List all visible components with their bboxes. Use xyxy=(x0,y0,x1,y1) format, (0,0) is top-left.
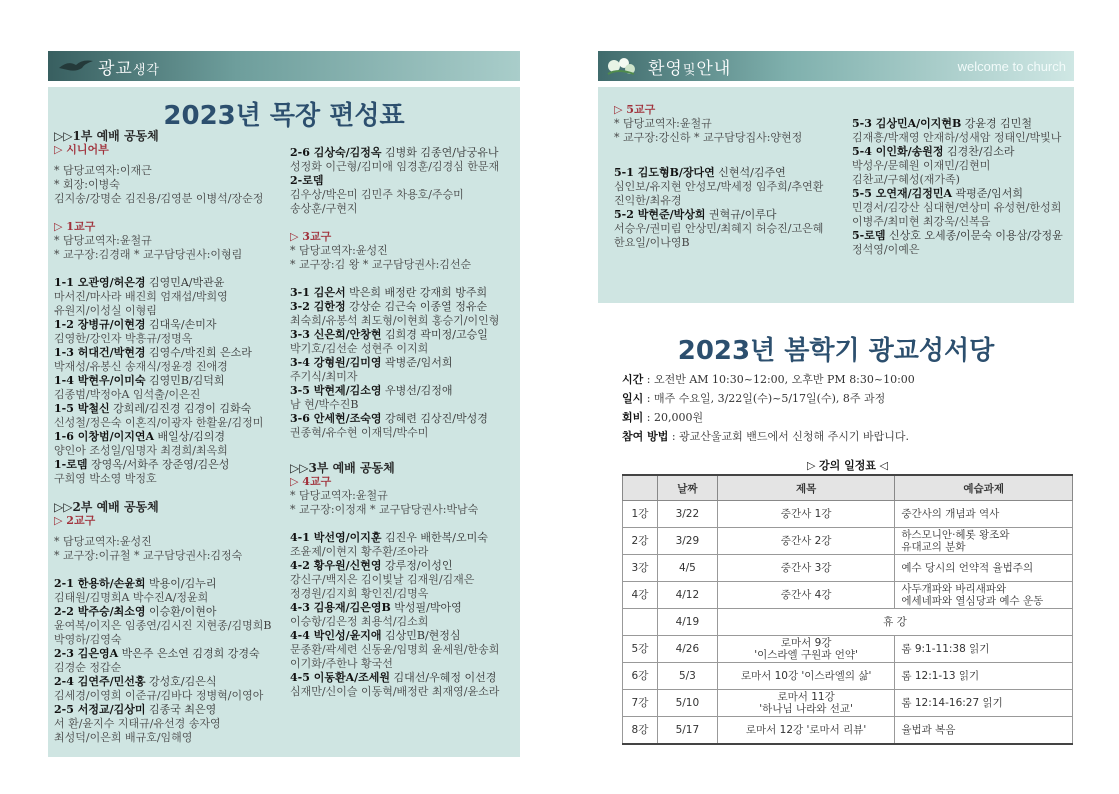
section-heading: ▷▷2부 예배 공동체 xyxy=(54,500,159,514)
info-line xyxy=(622,370,915,389)
group-leader: 5-로뎀 xyxy=(852,229,886,242)
roster-line: * 담당교역자:윤성진 xyxy=(290,244,388,257)
group-leader: 4-2 황우원/신현영 xyxy=(290,559,382,572)
group-leader: 3-4 강형원/김미영 xyxy=(290,356,382,369)
roster-line: * 회장:이병숙 xyxy=(54,178,120,191)
roster-line: 김지송/강명순 김진용/김영분 이병석/장순정 xyxy=(54,192,264,205)
roster-line: 김태원/김명희A 박수진A/정윤희 xyxy=(54,591,209,604)
lecture-homework: 중간사의 개념과 역사 xyxy=(895,501,1073,528)
group-leader: 4-5 이동환A/조세원 xyxy=(290,671,391,684)
group-leader: 2-2 박주승/최소영 xyxy=(54,605,146,618)
info-key: 시간 xyxy=(622,373,644,386)
group-leader: 5-3 김상민A/이지현B xyxy=(852,117,962,130)
header-title: 광교생각 xyxy=(98,58,160,79)
roster-line: 남 현/박수진B xyxy=(290,398,359,411)
group-leader: 3-5 박현제/김소영 xyxy=(290,384,382,397)
group-entry xyxy=(54,577,271,591)
group-leader: 1-6 이창범/이지연A xyxy=(54,430,155,443)
info-key: 회비 xyxy=(622,411,644,424)
group-entry xyxy=(290,328,499,342)
group-entry xyxy=(54,703,271,717)
group-leader: 5-5 오연재/김정민A xyxy=(852,187,953,200)
info-value: : 광교산울교회 밴드에서 신청해 주시기 바랍니다. xyxy=(668,430,910,443)
group-members: 김병화 김종연/남궁유나 xyxy=(381,146,499,159)
table-row xyxy=(623,663,1073,690)
roster-line: 신성철/정은숙 이혼직/이광자 한활윤/김정미 xyxy=(54,416,264,429)
group-entry xyxy=(54,430,271,444)
group-members: 우병선/김정애 xyxy=(381,384,453,397)
group-entry xyxy=(290,286,499,300)
spacer xyxy=(54,486,271,500)
roster-line: 김찬교/구혜성(재가족) xyxy=(852,173,960,186)
group-leader: 4-1 박선영/이지훈 xyxy=(290,531,382,544)
table-row xyxy=(623,528,1073,555)
group-entry xyxy=(290,356,499,370)
group-members: 박성필/박아영 xyxy=(390,601,462,614)
roster-column-2 xyxy=(290,146,499,699)
group-members: 김영민A/박관윤 xyxy=(145,276,225,289)
group-leader: 4-3 김용재/김은영B xyxy=(290,601,391,614)
group-entry xyxy=(54,318,271,332)
group-members: 강성호/김은식 xyxy=(145,675,217,688)
lecture-date: 4/19 xyxy=(657,609,717,636)
lecture-title: 중간사 2강 xyxy=(717,528,895,555)
roster-line: 박영하/김영숙 xyxy=(54,633,122,646)
group-members: 곽평준/임서희 xyxy=(952,187,1023,200)
roster-line: 최숙희/유봉석 최도형/이현희 홍승기/이인형 xyxy=(290,314,500,327)
column-header: 날짜 xyxy=(657,475,717,501)
lecture-number: 8강 xyxy=(623,717,658,745)
group-members: 김대선/우혜정 이선경 xyxy=(390,671,497,684)
seminar-info xyxy=(622,370,915,446)
roster-line: * 담당교역자:이재근 xyxy=(54,164,152,177)
roster-line: 김종범/박정아A 임석출/이은진 xyxy=(54,388,201,401)
lecture-number: 7강 xyxy=(623,690,658,717)
group-leader: 2-4 김연주/민선홍 xyxy=(54,675,146,688)
group-entry xyxy=(290,601,499,615)
roster-line: 서 환/윤지수 지태규/유선경 송자영 xyxy=(54,717,221,730)
lecture-number: 1강 xyxy=(623,501,658,528)
page-title: 2023년 목장 편성표 xyxy=(163,101,405,131)
table-row xyxy=(623,555,1073,582)
roster-line: 주기식/최미자 xyxy=(290,370,358,383)
info-value: : 매주 수요일, 3/22일(수)~5/17일(수), 8주 과정 xyxy=(643,392,886,405)
group-members: 김경찬/김소라 xyxy=(943,145,1015,158)
group-leader: 3-2 김한정 xyxy=(290,300,346,313)
roster-line: 유원지/이성실 이형림 xyxy=(54,304,157,317)
lecture-number: 5강 xyxy=(623,636,658,663)
roster-line: 박재성/유봉신 송재식/정윤경 진애경 xyxy=(54,360,228,373)
lecture-homework: 사두개파와 바리새파와 에세네파와 열심당과 예수 운동 xyxy=(895,582,1073,609)
spacer xyxy=(614,159,823,166)
group-members: 강윤경 김민철 xyxy=(961,117,1033,130)
roster-line: * 담당교역자:윤철규 xyxy=(614,117,712,130)
lecture-homework: 예수 당시의 언약적 율법주의 xyxy=(895,555,1073,582)
group-members: 박은주 은소연 김경희 강경숙 xyxy=(118,647,260,660)
roster-column-4 xyxy=(852,117,1063,257)
roster-line: 권종혁/유수현 이재덕/박수미 xyxy=(290,426,429,439)
section-header-left xyxy=(48,51,520,81)
group-members: 강상순 김근숙 이종열 정유순 xyxy=(345,300,488,313)
roster-line: 구희영 박소영 박정호 xyxy=(54,472,157,485)
roster-line: * 교구장:이규철 * 교구담당권사:김정숙 xyxy=(54,549,243,562)
district-heading: ▷ 시니어부 xyxy=(54,143,109,156)
group-leader: 2-6 김상숙/김정옥 xyxy=(290,146,382,159)
bird-icon xyxy=(58,58,94,74)
roster-line: 정경원/김지희 황인진/김명옥 xyxy=(290,587,429,600)
spacer xyxy=(290,454,499,461)
group-members: 곽병준/임서희 xyxy=(381,356,453,369)
lecture-homework: 롬 12:14-16:27 읽기 xyxy=(895,690,1073,717)
group-entry xyxy=(290,629,499,643)
group-members: 박용이/김누리 xyxy=(145,577,217,590)
group-entry xyxy=(290,174,499,188)
district-heading: ▷ 3교구 xyxy=(290,230,332,243)
roster-line: 최성덕/이은희 배규호/임해영 xyxy=(54,731,193,744)
group-entry xyxy=(852,187,1063,201)
lecture-date: 4/12 xyxy=(657,582,717,609)
group-leader: 3-6 안세현/조숙영 xyxy=(290,412,382,425)
roster-line: 조윤제/이현지 황주환/조아라 xyxy=(290,545,429,558)
group-entry xyxy=(54,402,271,416)
roster-line: * 교구장:김경래 * 교구담당권사:이형림 xyxy=(54,248,243,261)
group-entry xyxy=(290,531,499,545)
roster-line: 김재흥/박재영 안재하/성새암 정태인/박빛나 xyxy=(852,131,1062,144)
spacer xyxy=(54,262,271,276)
roster-line: * 담당교역자:윤철규 xyxy=(54,234,152,247)
district-heading: ▷ 4교구 xyxy=(290,475,332,488)
group-leader: 5-2 박현준/박상희 xyxy=(614,208,706,221)
section-heading: ▷▷3부 예배 공동체 xyxy=(290,461,395,475)
lecture-homework: 롬 12:1-13 읽기 xyxy=(895,663,1073,690)
spacer xyxy=(54,563,271,577)
lecture-date: 5/17 xyxy=(657,717,717,745)
info-key: 일시 xyxy=(622,392,644,405)
group-leader: 4-4 박인성/윤지애 xyxy=(290,629,382,642)
lecture-date: 5/10 xyxy=(657,690,717,717)
group-entry xyxy=(290,412,499,426)
seminar-title: 2023년 봄학기 광교성서당 xyxy=(677,336,995,366)
group-members: 권혁규/이루다 xyxy=(705,208,777,221)
group-entry xyxy=(290,559,499,573)
spacer xyxy=(54,206,271,220)
group-members: 장영옥/서화주 장준영/김은성 xyxy=(87,458,230,471)
roster-line: 진익한/최유경 xyxy=(614,194,682,207)
spacer xyxy=(290,272,499,286)
group-entry xyxy=(54,605,271,619)
roster-line: 이승항/김은정 최용석/김소희 xyxy=(290,615,429,628)
group-members: 김영수/박진희 은소라 xyxy=(145,346,252,359)
roster-line: 문종환/곽세련 신동윤/임명희 윤세원/한송희 xyxy=(290,643,500,656)
lecture-break: 휴 강 xyxy=(717,609,1072,636)
group-leader: 3-3 신은희/안창현 xyxy=(290,328,382,341)
group-entry xyxy=(614,166,823,180)
group-entry xyxy=(290,146,499,160)
group-members: 김상민B/현정심 xyxy=(381,629,461,642)
roster-line: 이병주/최미현 최강욱/신복음 xyxy=(852,215,991,228)
district-heading: ▷ 2교구 xyxy=(54,514,96,527)
info-value: : 20,000원 xyxy=(643,411,704,424)
lecture-date: 4/5 xyxy=(657,555,717,582)
table-row xyxy=(623,582,1073,609)
group-leader: 3-1 김은서 xyxy=(290,286,346,299)
group-entry xyxy=(54,276,271,290)
group-members: 강희레/김진경 김경이 김화숙 xyxy=(109,402,252,415)
group-leader: 1-1 오관영/허은경 xyxy=(54,276,146,289)
lecture-homework: 율법과 복음 xyxy=(895,717,1073,745)
lecture-title: 로마서 10강 '이스라엘의 삶' xyxy=(717,663,895,690)
lecture-title: 중간사 4강 xyxy=(717,582,895,609)
group-members: 박은희 배정란 강재희 방주희 xyxy=(345,286,488,299)
lecture-number: 4강 xyxy=(623,582,658,609)
group-entry xyxy=(54,458,271,472)
roster-line: 서승우/권미림 안상민/최혜지 허승진/고은혜 xyxy=(614,222,824,235)
group-leader: 1-5 박철신 xyxy=(54,402,110,415)
roster-line: * 교구장:강신하 * 교구담당집사:양현정 xyxy=(614,131,803,144)
spacer xyxy=(290,440,499,454)
lecture-homework: 하스모니안·헤롯 왕조와 유대교의 분화 xyxy=(895,528,1073,555)
group-leader: 5-4 이인화/송원정 xyxy=(852,145,944,158)
schedule-table xyxy=(622,474,1073,745)
group-leader: 1-4 박현우/이미숙 xyxy=(54,374,146,387)
lecture-title: 로마서 11강 '하나님 나라와 선교' xyxy=(717,690,895,717)
column-header: 예습과제 xyxy=(895,475,1073,501)
roster-line: 심재만/신이슬 이동혁/배정란 최재영/윤소라 xyxy=(290,685,500,698)
group-entry xyxy=(54,675,271,689)
group-leader: 2-로뎀 xyxy=(290,174,324,187)
group-members: 강루정/이성인 xyxy=(381,559,453,572)
group-entry xyxy=(852,229,1063,243)
lecture-number: 6강 xyxy=(623,663,658,690)
spacer xyxy=(614,145,823,159)
roster-line: 정석영/이예은 xyxy=(852,243,920,256)
group-entry xyxy=(54,647,271,661)
roster-column-3 xyxy=(614,103,823,250)
group-members: 강혜련 김상진/박성경 xyxy=(381,412,488,425)
lecture-number: 3강 xyxy=(623,555,658,582)
group-entry xyxy=(290,671,499,685)
info-line xyxy=(622,408,915,427)
group-members: 신현석/김주연 xyxy=(714,166,786,179)
table-row xyxy=(623,636,1073,663)
lecture-date: 5/3 xyxy=(657,663,717,690)
spacer xyxy=(290,517,499,531)
lecture-number: 2강 xyxy=(623,528,658,555)
roster-line: 강신구/백지은 김이빛날 김재원/김재은 xyxy=(290,573,475,586)
roster-line: 김영한/강인자 박흥규/정명옥 xyxy=(54,332,193,345)
spacer xyxy=(54,528,271,535)
info-value: : 오전반 AM 10:30~12:00, 오후반 PM 8:30~10:00 xyxy=(643,373,915,386)
lecture-date: 3/22 xyxy=(657,501,717,528)
group-leader: 1-3 허대건/박현경 xyxy=(54,346,146,359)
roster-line: 양인아 조성일/임명자 최경희/최옥희 xyxy=(54,444,228,457)
table-row xyxy=(623,717,1073,745)
roster-line: 한요일/이나영B xyxy=(614,236,690,249)
group-entry xyxy=(54,346,271,360)
info-line xyxy=(622,389,915,408)
roster-line: 이기화/주한나 황국선 xyxy=(290,657,393,670)
district-heading: ▷ 1교구 xyxy=(54,220,96,233)
roster-line: 김세경/이영희 이준규/김바다 정병혁/이영아 xyxy=(54,689,264,702)
group-leader: 2-5 서정교/김상미 xyxy=(54,703,146,716)
group-members: 김영민B/김덕희 xyxy=(145,374,225,387)
lecture-homework: 롬 9:1-11:38 읽기 xyxy=(895,636,1073,663)
roster-line: * 교구장:김 왕 * 교구담당권사:김선순 xyxy=(290,258,472,271)
header-title: 환영및안내 xyxy=(648,58,732,79)
roster-line: 마서진/마사라 배진희 엄재섭/박희영 xyxy=(54,290,228,303)
section-heading: ▷▷1부 예배 공동체 xyxy=(54,129,159,143)
info-key: 참여 방법 xyxy=(622,430,669,443)
group-leader: 1-로뎀 xyxy=(54,458,88,471)
table-row xyxy=(623,501,1073,528)
group-members: 김진우 배한복/오미숙 xyxy=(381,531,488,544)
roster-line: 심인보/유지현 안성모/박세정 임주희/추연환 xyxy=(614,180,824,193)
roster-line: 민경서/김강산 심대현/연상미 유성현/한성희 xyxy=(852,201,1062,214)
lecture-title: 로마서 12강 '로마서 리뷰' xyxy=(717,717,895,745)
group-leader: 1-2 장병규/이현경 xyxy=(54,318,146,331)
spacer xyxy=(54,157,271,164)
roster-line: 윤여복/이지은 임종연/김시진 지현종/김명희B xyxy=(54,619,272,632)
section-header-right xyxy=(598,51,1074,81)
group-entry xyxy=(852,145,1063,159)
group-entry xyxy=(290,300,499,314)
group-leader: 2-1 한용하/손윤희 xyxy=(54,577,146,590)
roster-line: * 담당교역자:윤성진 xyxy=(54,535,152,548)
group-leader: 5-1 김도형B/장다연 xyxy=(614,166,715,179)
lecture-title: 중간사 1강 xyxy=(717,501,895,528)
roster-column-1 xyxy=(54,129,271,745)
roster-line: * 교구장:이정재 * 교구담당권사:박남숙 xyxy=(290,503,479,516)
column-header xyxy=(623,475,658,501)
flower-icon xyxy=(604,54,640,78)
group-leader: 2-3 김은영A xyxy=(54,647,119,660)
lecture-date: 4/26 xyxy=(657,636,717,663)
welcome-text: welcome to church xyxy=(957,59,1066,74)
group-members: 이승환/이현아 xyxy=(145,605,217,618)
group-entry xyxy=(614,208,823,222)
table-row xyxy=(623,690,1073,717)
district-heading: ▷ 5교구 xyxy=(614,103,656,116)
group-entry xyxy=(290,384,499,398)
table-row xyxy=(623,609,1073,636)
info-line xyxy=(622,427,915,446)
spacer xyxy=(290,216,499,230)
group-members: 김희경 곽미정/고승일 xyxy=(381,328,488,341)
roster-line: 박기호/김선순 성현주 이지희 xyxy=(290,342,429,355)
lecture-number xyxy=(623,609,658,636)
group-entry xyxy=(54,374,271,388)
lecture-title: 중간사 3강 xyxy=(717,555,895,582)
roster-line: 박성우/문혜원 이재민/김현미 xyxy=(852,159,991,172)
group-members: 배일상/김의경 xyxy=(154,430,225,443)
schedule-title: ▷ 강의 일정표 ◁ xyxy=(807,459,888,472)
roster-line: 송상훈/구현지 xyxy=(290,202,358,215)
group-entry xyxy=(852,117,1063,131)
roster-line: 김우상/박은미 김민주 차용호/주승미 xyxy=(290,188,464,201)
group-members: 김대욱/손미자 xyxy=(145,318,217,331)
lecture-title: 로마서 9강 '이스라엘 구원과 언약' xyxy=(717,636,895,663)
roster-line: * 담당교역자:윤철규 xyxy=(290,489,388,502)
roster-line: 성정화 이근형/김미애 임경훈/김경심 한문재 xyxy=(290,160,500,173)
lecture-date: 3/29 xyxy=(657,528,717,555)
group-members: 신상호 오세종/이문숙 이용삼/강정윤 xyxy=(885,229,1063,242)
roster-line: 김경순 정갑순 xyxy=(54,661,122,674)
group-members: 김종국 최은영 xyxy=(145,703,217,716)
column-header: 제목 xyxy=(717,475,895,501)
